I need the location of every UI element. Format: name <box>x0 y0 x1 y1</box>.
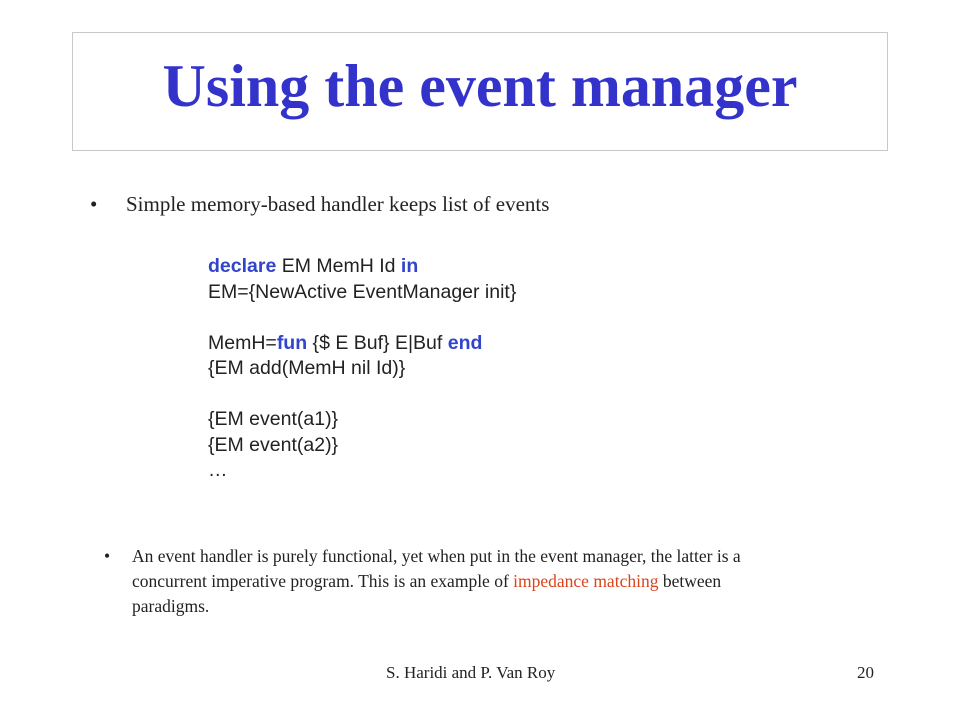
bullet-text: Simple memory-based handler keeps list of events <box>126 192 550 216</box>
code-line: {EM event(a1)} <box>208 408 339 430</box>
code-line: {EM event(a2)} <box>208 433 339 456</box>
code-text: {$ E Buf} E|Buf <box>307 331 448 354</box>
code-text: EM MemH Id <box>276 255 401 277</box>
code-keyword: in <box>400 255 419 277</box>
code-line <box>208 331 516 357</box>
code-block <box>208 254 516 484</box>
code-line <box>208 254 516 280</box>
code-line: EM={NewActive EventManager init} <box>208 280 517 303</box>
code-keyword: end <box>447 331 483 354</box>
code-keyword: declare <box>208 255 277 277</box>
code-text: MemH= <box>208 331 277 354</box>
code-keyword: fun <box>276 331 308 354</box>
bullet-dot: • <box>90 192 98 216</box>
code-line: {EM add(MemH nil Id)} <box>208 357 406 379</box>
code-blank-line <box>208 382 516 408</box>
bullet-text-after: between paradigms. <box>132 571 722 616</box>
footer-page-number: 20 <box>857 663 874 682</box>
bullet-text-before: An event handler is purely functional, yet when put in the event manager, the latter is a concurrent imperative program. This is an example of <box>132 546 741 591</box>
bullet-item-impedance <box>104 544 794 619</box>
bullet-text <box>132 544 794 619</box>
bullet-dot: • <box>104 546 111 566</box>
highlight-text: impedance matching <box>513 571 659 591</box>
title-box <box>72 32 888 151</box>
code-line: … <box>208 459 228 481</box>
code-blank-line <box>208 305 516 331</box>
footer-author: S. Haridi and P. Van Roy <box>386 663 556 682</box>
slide-title: Using the event manager <box>162 52 798 119</box>
bullet-item-handler <box>90 192 549 217</box>
